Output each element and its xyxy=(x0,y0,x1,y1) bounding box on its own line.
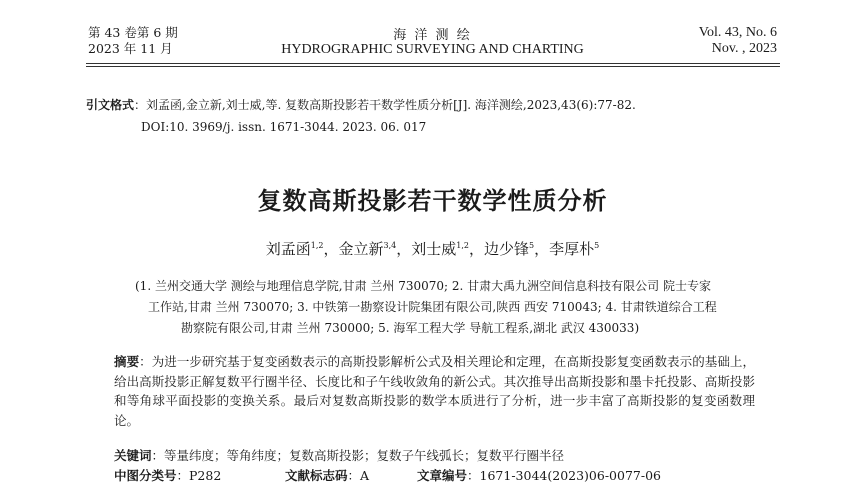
author: 刘士威$^{1,2}$， xyxy=(411,240,485,258)
journal-volume: Vol. 43, No. 6 xyxy=(698,25,777,40)
header-rule-top xyxy=(86,63,780,64)
abstract-label: 摘要 xyxy=(114,354,140,369)
document-code: 文献标志码：A xyxy=(285,468,370,483)
keywords-label: 关键词 xyxy=(114,448,152,463)
author: 李厚朴$^5$ xyxy=(549,240,600,258)
journal-issue: 第 43 卷第 6 期 xyxy=(88,25,178,40)
clc-number: 中图分类号：P282 xyxy=(114,468,222,483)
journal-name-cn: 海 洋 测 绘 xyxy=(393,28,472,43)
affiliation-line-2: 工作站,甘肃 兰州 730070; 3. 中铁第一勘察设计院集团有限公司,陕西 西安 710043; 4. 甘肃铁道综合工程 xyxy=(148,300,717,314)
abstract xyxy=(114,352,755,430)
article-number: 文章编号：1671-3044(2023)06-0077-06 xyxy=(417,468,661,483)
affiliation-line-1: (1. 兰州交通大学 测绘与地理信息学院,甘肃 兰州 730070; 2. 甘肃大禹九洲空间信息科技有限公司 院士专家 xyxy=(135,279,711,293)
keywords xyxy=(114,446,755,466)
abstract-text: ：为进一步研究基于复变函数表示的高斯投影解析公式及相关理论和定理，在高斯投影复变函数表示的基础上，给出高斯投影正解复数平行圈半径、长度比和子午线收敛角的新公式。其次推导出高斯投影和墨卡托投影、高斯投影和等角球平面投影的变换关系。最后对复数高斯投影的数学本质进行了分析，进一步丰富了高斯投影的复变函数理论。 xyxy=(114,354,755,428)
paper-title: 复数高斯投影若干数学性质分析 xyxy=(257,187,608,215)
citation-text: ：刘孟函,金立新,刘士威,等. 复数高斯投影若干数学性质分析[J]. 海洋测绘,2023,43(6):77-82. xyxy=(134,98,636,112)
journal-name-en: HYDROGRAPHIC SURVEYING AND CHARTING xyxy=(281,42,584,57)
citation-doi: DOI:10. 3969/j. issn. 1671-3044. 2023. 06. 017 xyxy=(141,120,427,134)
author-list xyxy=(0,238,865,259)
author: 刘孟函$^{1,2}$， xyxy=(265,240,339,258)
citation-label: 引文格式 xyxy=(86,98,135,112)
journal-date: 2023 年 11 月 xyxy=(88,41,173,56)
author: 边少锋$^5$， xyxy=(484,240,550,258)
author: 金立新$^{3,4}$， xyxy=(338,240,412,258)
affiliation-line-3: 勘察院有限公司,甘肃 兰州 730000; 5. 海军工程大学 导航工程系,湖北 武汉 430033) xyxy=(181,321,640,335)
citation-line xyxy=(86,96,636,113)
keywords-text: ：等量纬度；等角纬度；复数高斯投影；复数子午线弧长；复数平行圈半径 xyxy=(151,448,565,463)
journal-month: Nov. , 2023 xyxy=(711,41,777,56)
header-rule-bottom xyxy=(86,66,780,67)
